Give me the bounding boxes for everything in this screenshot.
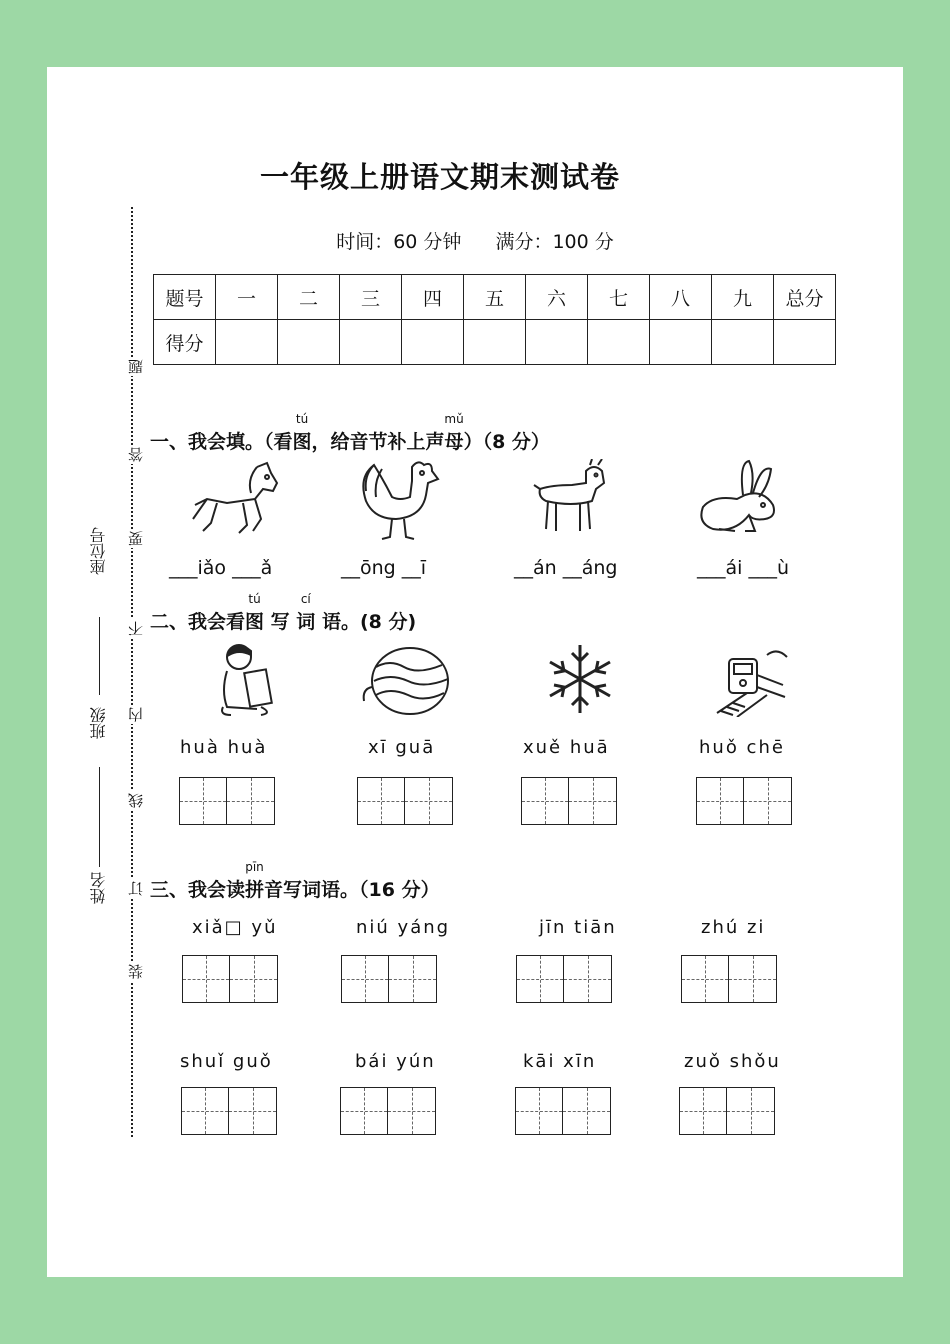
score-header-cell: 五 xyxy=(464,275,526,320)
writing-cell[interactable] xyxy=(341,955,389,1003)
writing-grid[interactable] xyxy=(515,1087,611,1135)
score-header-cell: 七 xyxy=(588,275,650,320)
fill-item[interactable]: ___iǎo ___ǎ xyxy=(169,557,273,579)
writing-cell[interactable] xyxy=(515,1087,563,1135)
goat-icon xyxy=(532,459,612,541)
score-row-label: 得分 xyxy=(154,320,216,365)
margin-hint: 装 xyxy=(127,964,145,979)
writing-cell[interactable] xyxy=(727,1087,775,1135)
writing-grid[interactable] xyxy=(341,955,437,1003)
writing-cell[interactable] xyxy=(696,777,744,825)
margin-hint: 答 xyxy=(127,447,145,462)
section-3-title: 三、我会读 pīn 拼音写词语。（16 分） xyxy=(150,860,440,901)
seat-number-label: 座位号 xyxy=(89,527,108,575)
pinyin-label: xiǎ□ yǔ xyxy=(192,917,278,938)
rooster-icon xyxy=(352,457,442,543)
snowflake-icon xyxy=(544,641,616,717)
score-cell[interactable] xyxy=(464,320,526,365)
writing-cell[interactable] xyxy=(230,955,278,1003)
pinyin-label: kāi xīn xyxy=(523,1051,597,1072)
fill-item[interactable]: __ōng __ī xyxy=(341,557,427,579)
writing-cell[interactable] xyxy=(181,1087,229,1135)
section-2-title: 二、我会看 tú 图 写 cí 词 语。(8 分) xyxy=(150,592,417,633)
score-cell[interactable] xyxy=(588,320,650,365)
writing-cell[interactable] xyxy=(521,777,569,825)
watermelon-icon xyxy=(360,643,452,717)
pinyin-label: zuǒ shǒu xyxy=(684,1051,781,1072)
writing-cell[interactable] xyxy=(389,955,437,1003)
writing-cell[interactable] xyxy=(405,777,453,825)
writing-cell[interactable] xyxy=(227,777,275,825)
score-header-cell: 三 xyxy=(340,275,402,320)
exam-meta xyxy=(47,227,903,254)
name-label: 姓名 xyxy=(89,872,108,904)
writing-cell[interactable] xyxy=(179,777,227,825)
margin-hint: 要 xyxy=(127,531,145,546)
horse-icon xyxy=(187,459,282,541)
section-1-title: 一、我会填。（看 tú 图，给音节补上声 mǔ 母）（8 分） xyxy=(150,412,550,453)
pinyin-label: niú yáng xyxy=(356,917,451,938)
pinyin-label: huà huà xyxy=(180,737,268,758)
class-label: 班级 xyxy=(89,707,108,739)
score-cell[interactable] xyxy=(340,320,402,365)
writing-grid[interactable] xyxy=(521,777,617,825)
fill-item[interactable]: ___ái ___ù xyxy=(697,557,790,579)
pinyin-label: xuě huā xyxy=(523,737,610,758)
pinyin-label: xī guā xyxy=(368,737,436,758)
rabbit-icon xyxy=(695,459,785,541)
score-header-cell: 总分 xyxy=(774,275,836,320)
writing-grid[interactable] xyxy=(182,955,278,1003)
writing-cell[interactable] xyxy=(729,955,777,1003)
train-icon xyxy=(707,645,791,717)
writing-cell[interactable] xyxy=(569,777,617,825)
writing-cell[interactable] xyxy=(357,777,405,825)
score-cell[interactable] xyxy=(402,320,464,365)
score-header-cell: 九 xyxy=(712,275,774,320)
score-header-cell: 四 xyxy=(402,275,464,320)
boy-drawing-icon xyxy=(217,641,277,717)
margin-hint: 内 xyxy=(127,707,145,722)
score-table-header-row xyxy=(154,275,836,320)
writing-cell[interactable] xyxy=(679,1087,727,1135)
score-cell[interactable] xyxy=(278,320,340,365)
writing-cell[interactable] xyxy=(388,1087,436,1135)
full-score: 满分：100 分 xyxy=(495,231,614,253)
page-title: 一年级上册语文期末测试卷 xyxy=(259,160,620,194)
score-header-cell: 题号 xyxy=(154,275,216,320)
margin-hint: 不 xyxy=(127,621,145,636)
writing-grid[interactable] xyxy=(679,1087,775,1135)
score-cell[interactable] xyxy=(650,320,712,365)
fill-item[interactable]: __án __áng xyxy=(514,557,618,579)
score-table-score-row xyxy=(154,320,836,365)
margin-hint: 订 xyxy=(127,881,145,896)
writing-cell[interactable] xyxy=(744,777,792,825)
score-header-cell: 一 xyxy=(216,275,278,320)
pinyin-label: jīn tiān xyxy=(539,917,617,938)
pinyin-label: bái yún xyxy=(355,1051,436,1072)
writing-grid[interactable] xyxy=(357,777,453,825)
writing-grid[interactable] xyxy=(181,1087,277,1135)
score-header-cell: 二 xyxy=(278,275,340,320)
score-cell[interactable] xyxy=(774,320,836,365)
pinyin-label: zhú zi xyxy=(701,917,766,938)
writing-grid[interactable] xyxy=(179,777,275,825)
score-header-cell: 八 xyxy=(650,275,712,320)
margin-hint: 题 xyxy=(127,359,145,374)
score-table xyxy=(153,274,836,365)
writing-cell[interactable] xyxy=(516,955,564,1003)
writing-cell[interactable] xyxy=(229,1087,277,1135)
margin-hint: 线 xyxy=(127,793,145,808)
pinyin-label: shuǐ guǒ xyxy=(180,1051,273,1072)
writing-grid[interactable] xyxy=(696,777,792,825)
writing-cell[interactable] xyxy=(182,955,230,1003)
worksheet-page xyxy=(47,67,903,1277)
pinyin-label: huǒ chē xyxy=(699,737,785,758)
class-blank[interactable] xyxy=(99,767,100,867)
writing-cell[interactable] xyxy=(563,1087,611,1135)
seat-number-blank[interactable] xyxy=(99,617,100,695)
score-cell[interactable] xyxy=(712,320,774,365)
score-cell[interactable] xyxy=(216,320,278,365)
score-cell[interactable] xyxy=(526,320,588,365)
score-header-cell: 六 xyxy=(526,275,588,320)
writing-cell[interactable] xyxy=(681,955,729,1003)
writing-grid[interactable] xyxy=(340,1087,436,1135)
writing-cell[interactable] xyxy=(340,1087,388,1135)
writing-grid[interactable] xyxy=(681,955,777,1003)
writing-grid[interactable] xyxy=(516,955,612,1003)
binding-dotted-line xyxy=(131,207,133,1137)
time-limit: 时间：60 分钟 xyxy=(336,231,462,253)
writing-cell[interactable] xyxy=(564,955,612,1003)
